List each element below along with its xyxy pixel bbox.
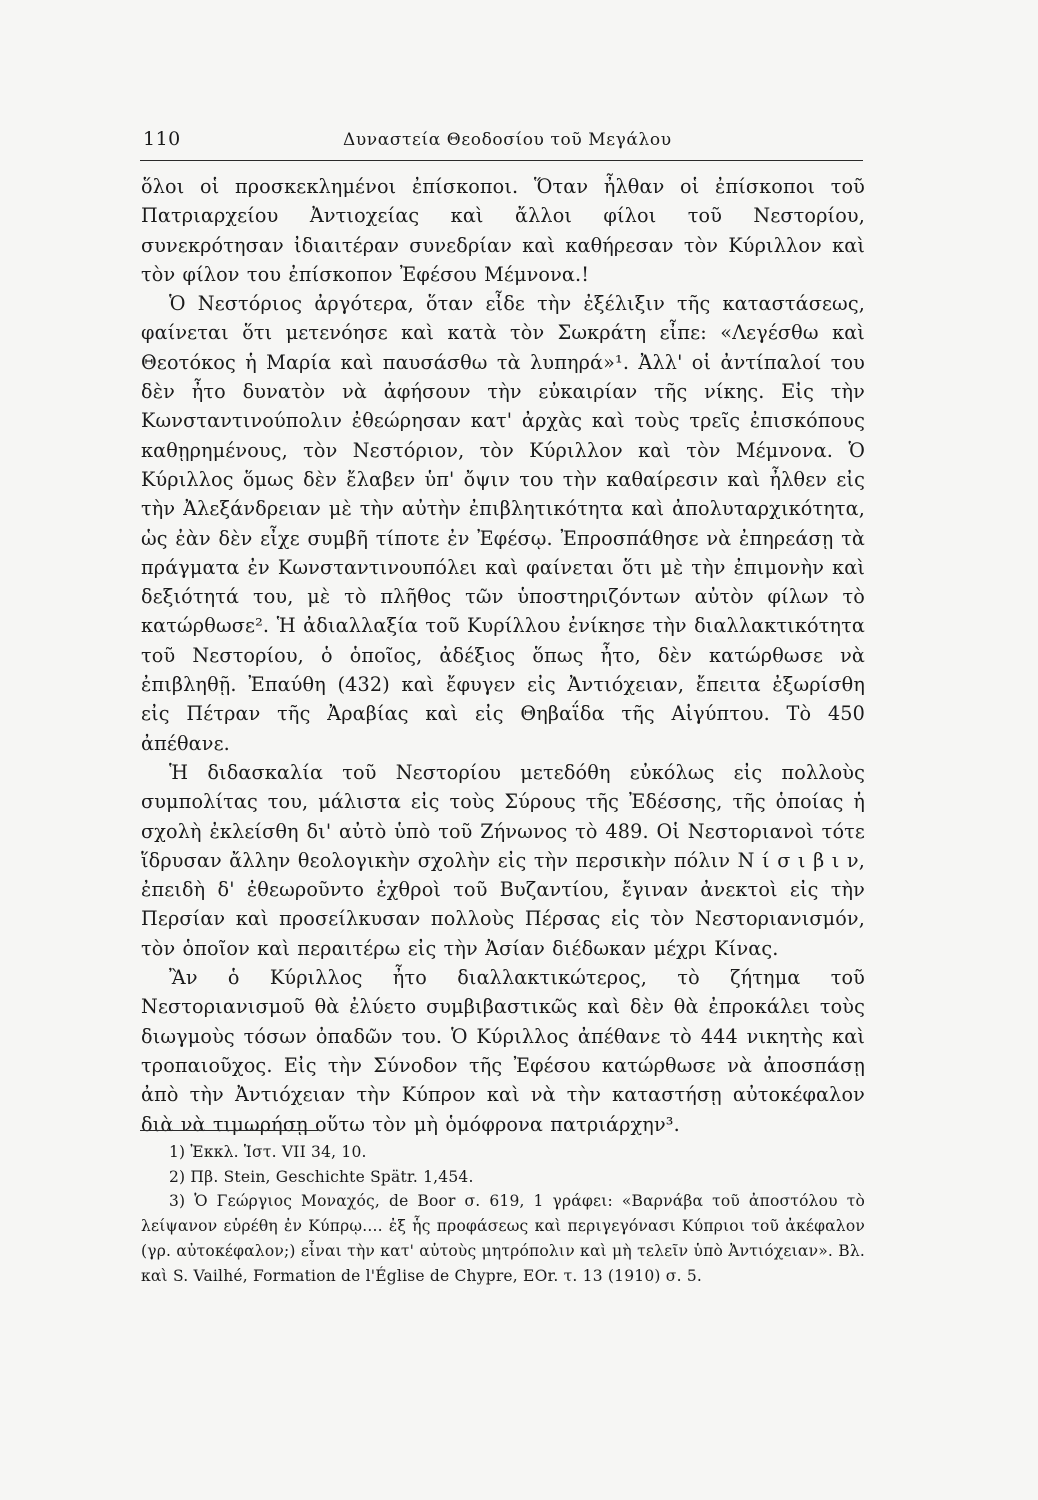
page-header bbox=[143, 128, 863, 152]
paragraph-cyril: Ἂν ὁ Κύριλλος ἦτο διαλλακτικώτερος, τὸ ζήτημα τοῦ Νεστοριανισμοῦ θὰ ἐλύετο συμβιβαστικῶς καὶ δὲν θὰ ἐπροκάλει τοὺς διωγμοὺς τόσων ὀπαδῶν του. Ὁ Κύριλλος ἀπέθανε τὸ 444 νικητὴς καὶ τροπαιοῦχος. Εἰς τὴν Σύνοδον τῆς Ἐφέσου κατώρθωσε νὰ ἀποσπάσῃ ἀπὸ τὴν Ἀντιόχειαν τὴν Κύπρον καὶ νὰ τὴν καταστήσῃ αὐτοκέφαλον διὰ νὰ τιμωρήσῃ οὕτω τὸν μὴ ὁμόφρονα πατριάρχην³. bbox=[141, 966, 865, 1136]
header-rule bbox=[140, 160, 863, 161]
paragraph-teaching: Ἡ διδασκαλία τοῦ Νεστορίου μετεδόθη εὐκόλως εἰς πολλοὺς συμπολίτας του, μάλιστα εἰς τοὺς Σύρους τῆς Ἐδέσσης, τῆς ὁποίας ἡ σχολὴ ἐκλείσθη δι' αὐτὸ ὑπὸ τοῦ Ζήνωνος τὸ 489. Οἱ Νεστοριανοὶ τότε ἵδρυσαν ἄλλην θεολογικὴν σχολὴν εἰς τὴν περσικὴν πόλιν Ν ί σ ι β ι ν, ἐπειδὴ δ' ἐθεωροῦντο ἐχθροὶ τοῦ Βυζαντίου, ἔγιναν ἀνεκτοὶ εἰς τὴν Περσίαν καὶ προσείλκυσαν πολλοὺς Πέρσας εἰς τὸν Νεστοριανισμόν, τὸν ὁποῖον καὶ περαιτέρω εἰς τὴν Ἀσίαν διέδωκαν μέχρι Κίνας. bbox=[141, 760, 865, 960]
page-number: 110 bbox=[143, 128, 181, 150]
footnote-1: 1) Ἐκκλ. Ἱστ. VII 34, 10. bbox=[169, 1143, 367, 1161]
footnotes bbox=[141, 1140, 865, 1288]
paragraph-continuation: ὅλοι οἱ προσκεκλημένοι ἐπίσκοποι. Ὅταν ἦλθαν οἱ ἐπίσκοποι τοῦ Πατριαρχείου Ἀντιοχείας καὶ ἄλλοι φίλοι τοῦ Νεστορίου, συνεκρότησαν ἰδιαιτέραν συνεδρίαν καὶ καθήρεσαν τὸν Κύριλλον καὶ τὸν φίλον του ἐπίσκοπον Ἐφέσου Μέμνονα.! bbox=[141, 175, 865, 286]
running-head: Δυναστεία Θεοδοσίου τοῦ Μεγάλου bbox=[343, 130, 672, 150]
main-text bbox=[141, 172, 865, 1139]
footnote-rule bbox=[140, 1130, 318, 1131]
footnote-2: 2) Πβ. Stein, Geschichte Spätr. 1,454. bbox=[169, 1167, 474, 1186]
paragraph-nestorius: Ὁ Νεστόριος ἀργότερα, ὅταν εἶδε τὴν ἐξέλιξιν τῆς καταστάσεως, φαίνεται ὅτι μετενόησε καὶ κατὰ τὸν Σωκράτη εἶπε: «Λεγέσθω καὶ Θεοτόκος ἡ Μαρία καὶ παυσάσθω τὰ λυπηρά»¹. Ἀλλ' οἱ ἀντίπαλοί του δὲν ἦτο δυνατὸν νὰ ἀφήσουν τὴν εὐκαιρίαν τῆς νίκης. Εἰς τὴν Κωνσταντινούπολιν ἐθεώρησαν κατ' ἀρχὰς καὶ τοὺς τρεῖς ἐπισκόπους καθῃρημένους, τὸν Νεστόριον, τὸν Κύριλλον καὶ τὸν Μέμνονα. Ὁ Κύριλλος ὅμως δὲν ἔλαβεν ὑπ' ὄψιν του τὴν καθαίρεσιν καὶ ἦλθεν εἰς τὴν Ἀλεξάνδρειαν μὲ τὴν αὐτὴν ἐπιβλητικότητα καὶ ἀπολυταρχικότητα, ὡς ἐὰν δὲν εἶχε συμβῆ τίποτε ἐν Ἐφέσῳ. Ἐπροσπάθησε νὰ ἐπηρεάσῃ τὰ πράγματα ἐν Κωνσταντινουπόλει καὶ φαίνεται ὅτι μὲ τὴν ἐπιμονὴν καὶ δεξιότητά του, μὲ τὸ πλῆθος τῶν ὑποστηριζόντων αὐτὸν φίλων τὸ κατώρθωσε². Ἡ ἀδιαλλαξία τοῦ Κυρίλλου ἐνίκησε τὴν διαλλακτικότητα τοῦ Νεστορίου, ὁ ὁποῖος, ἀδέξιος ὅπως ἦτο, δὲν κατώρθωσε νὰ ἐπιβληθῇ. Ἐπαύθη (432) καὶ ἔφυγεν εἰς Ἀντιόχειαν, ἔπειτα ἐξωρίσθη εἰς Πέτραν τῆς Ἀραβίας καὶ εἰς Θηβαΐδα τῆς Αἰγύπτου. Τὸ 450 ἀπέθανε. bbox=[141, 292, 865, 755]
footnote-3: 3) Ὁ Γεώργιος Μοναχός, de Boor σ. 619, 1 γράφει: «Βαρνάβα τοῦ ἀποστόλου τὸ λείψανον εὑρέθη ἐν Κύπρῳ.... ἐξ ἧς προφάσεως καὶ περιγεγόνασι Κύπριοι τοῦ ἀκέφαλον (γρ. αὐτοκέφαλον;) εἶναι τὴν κατ' αὐτοὺς μητρόπολιν καὶ μὴ τελεῖν ὑπὸ Ἀντιόχειαν». Βλ. καὶ S. Vailhé, Formation de l'Église de Chypre, EOr. τ. 13 (1910) σ. 5. bbox=[141, 1192, 865, 1285]
